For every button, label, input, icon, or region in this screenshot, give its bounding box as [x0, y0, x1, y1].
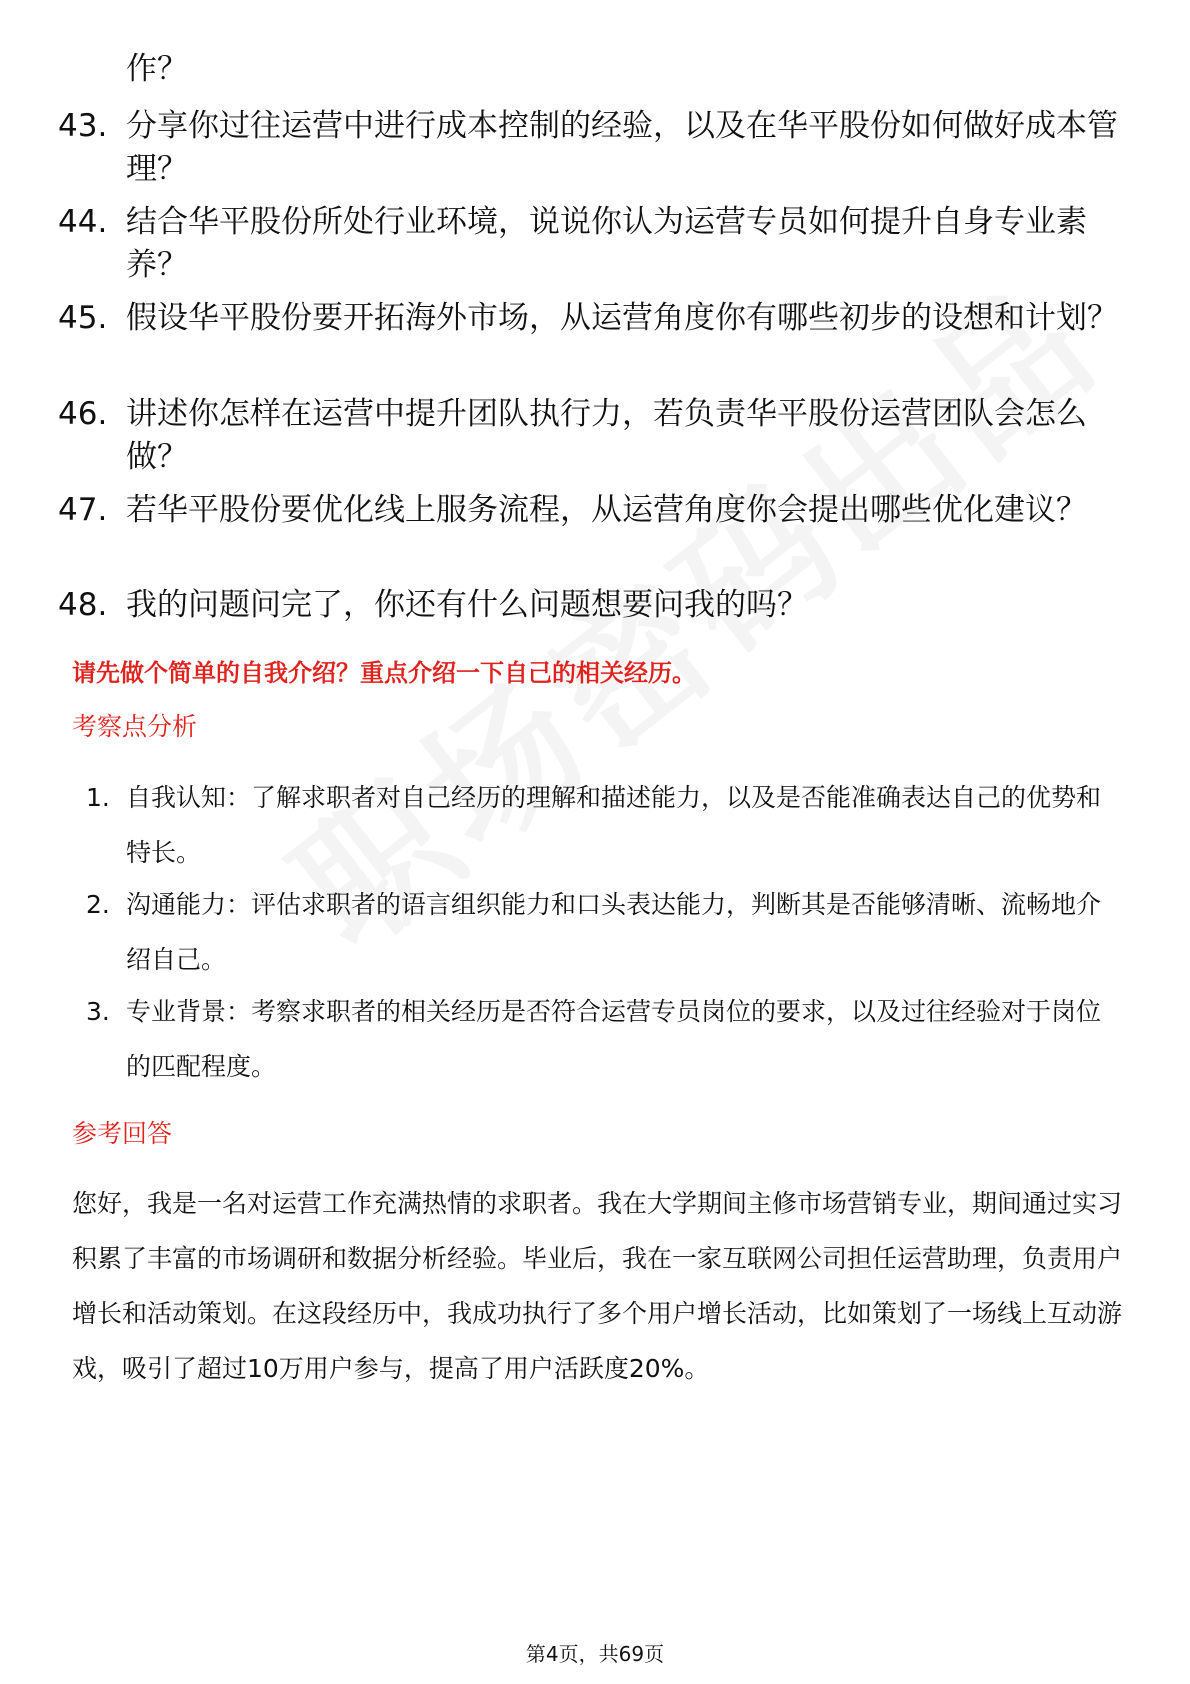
- analysis-number: 2.: [86, 890, 110, 919]
- question-text: 我的问题问完了，你还有什么问题想要问我的吗？: [126, 587, 808, 623]
- question-text: 若华平股份要优化线上服务流程，从运营角度你会提出哪些优化建议？: [126, 492, 1087, 528]
- question-item: [58, 584, 1118, 627]
- question-item: [58, 489, 1118, 532]
- answer-paragraph: 您好，我是一名对运营工作充满热情的求职者。我在大学期间主修市场营销专业，期间通过实习积累了丰富的市场调研和数据分析经验。毕业后，我在一家互联网公司担任运营助理，负责用户增长和活动策划。在这段经历中，我成功执行了多个用户增长活动，比如策划了一场线上互动游戏，吸引了超过10万用户参与，提高了用户活跃度20%。: [72, 1189, 1123, 1383]
- analysis-item: [86, 770, 1116, 880]
- question-item: [58, 201, 1118, 287]
- question-number: 44.: [58, 204, 108, 240]
- question-number: 45.: [58, 300, 108, 336]
- question-number: 43.: [58, 108, 108, 144]
- question-number: 46.: [58, 396, 108, 432]
- question-item: [58, 297, 1118, 340]
- analysis-item: [86, 877, 1116, 987]
- question-number: 47.: [58, 492, 108, 528]
- question-text: 结合华平股份所处行业环境，说说你认为运营专员如何提升自身专业素养？: [126, 204, 1087, 283]
- analysis-heading: 考察点分析: [72, 712, 198, 741]
- question-text: 分享你过往运营中进行成本控制的经验，以及在华平股份如何做好成本管理？: [126, 108, 1118, 187]
- question-number: 48.: [58, 587, 108, 623]
- answer-heading: 参考回答: [72, 1119, 173, 1148]
- question-item: [58, 393, 1118, 479]
- question-text: 假设华平股份要开拓海外市场，从运营角度你有哪些初步的设想和计划？: [126, 300, 1118, 336]
- analysis-item: [86, 984, 1116, 1094]
- section-question-heading: 请先做个简单的自我介绍？重点介绍一下自己的相关经历。: [72, 659, 696, 687]
- question-continuation: 作？: [126, 51, 188, 87]
- page-footer: 第4页，共69页: [525, 1642, 665, 1666]
- question-text: 讲述你怎样在运营中提升团队执行力，若负责华平股份运营团队会怎么做？: [126, 396, 1087, 475]
- analysis-text: 自我认知：了解求职者对自己经历的理解和描述能力，以及是否能准确表达自己的优势和特长。: [126, 783, 1102, 867]
- analysis-text: 专业背景：考察求职者的相关经历是否符合运营专员岗位的要求，以及过往经验对于岗位的匹配程度。: [126, 997, 1102, 1081]
- analysis-number: 3.: [86, 997, 110, 1026]
- analysis-number: 1.: [86, 783, 110, 812]
- analysis-text: 沟通能力：评估求职者的语言组织能力和口头表达能力，判断其是否能够清晰、流畅地介绍自己。: [126, 890, 1102, 974]
- question-item: [58, 105, 1118, 191]
